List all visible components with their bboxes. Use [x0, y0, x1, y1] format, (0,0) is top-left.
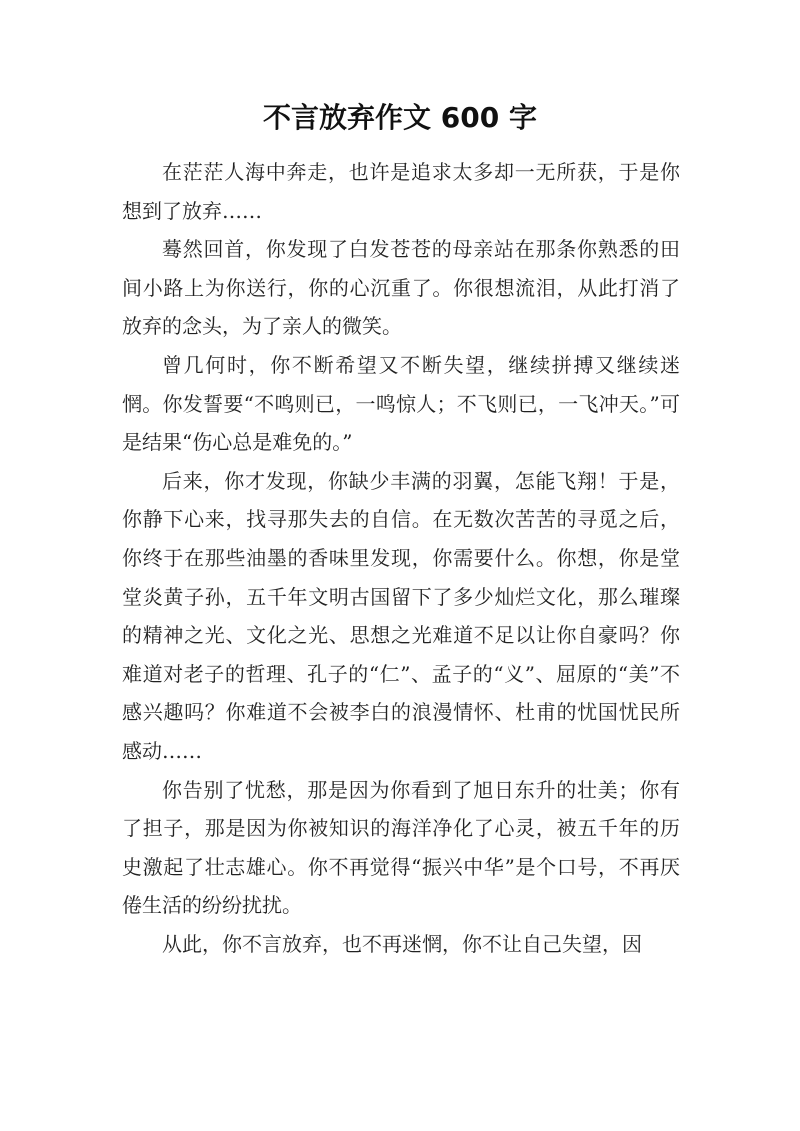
paragraph: 在茫茫人海中奔走，也许是追求太多却一无所获，于是你想到了放弃…… [122, 160, 680, 223]
paragraph: 你告别了忧愁，那是因为你看到了旭日东升的壮美；你有了担子，那是因为你被知识的海洋净化了心灵，被五千年的历史激起了壮志雄心。你不再觉得“振兴中华”是个口号，不再厌倦生活的纷纷扰扰。 [122, 777, 680, 918]
paragraph: 从此，你不言放弃，也不再迷惘，你不让自己失望，因 [162, 931, 642, 956]
paragraph: 曾几何时，你不断希望又不断失望，继续拼搏又继续迷惘。你发誓要“不鸣则已，一鸣惊人；不飞则已，一飞冲天。”可是结果“伤心总是难免的。” [122, 352, 680, 455]
paragraph: 后来，你才发现，你缺少丰满的羽翼，怎能飞翔！于是，你静下心来，找寻那失去的自信。在无数次苦苦的寻觅之后，你终于在那些油墨的香味里发现，你需要什么。你想，你是堂堂炎黄子孙，五千年文明古国留下了多少灿烂文化，那么璀璨的精神之光、文化之光、思想之光难道不足以让你自豪吗？你难道对老子的哲理、孔子的“仁”、孟子的“义”、屈原的“美”不感兴趣吗？你难道不会被李白的浪漫情怀、杜甫的忧国忧民所感动…… [122, 468, 680, 763]
paragraph: 蓦然回首，你发现了白发苍苍的母亲站在那条你熟悉的田间小路上为你送行，你的心沉重了。你很想流泪，从此打消了放弃的念头，为了亲人的微笑。 [122, 237, 680, 339]
document-body [122, 153, 680, 963]
document-title: 不言放弃作文 600 字 [263, 101, 537, 134]
